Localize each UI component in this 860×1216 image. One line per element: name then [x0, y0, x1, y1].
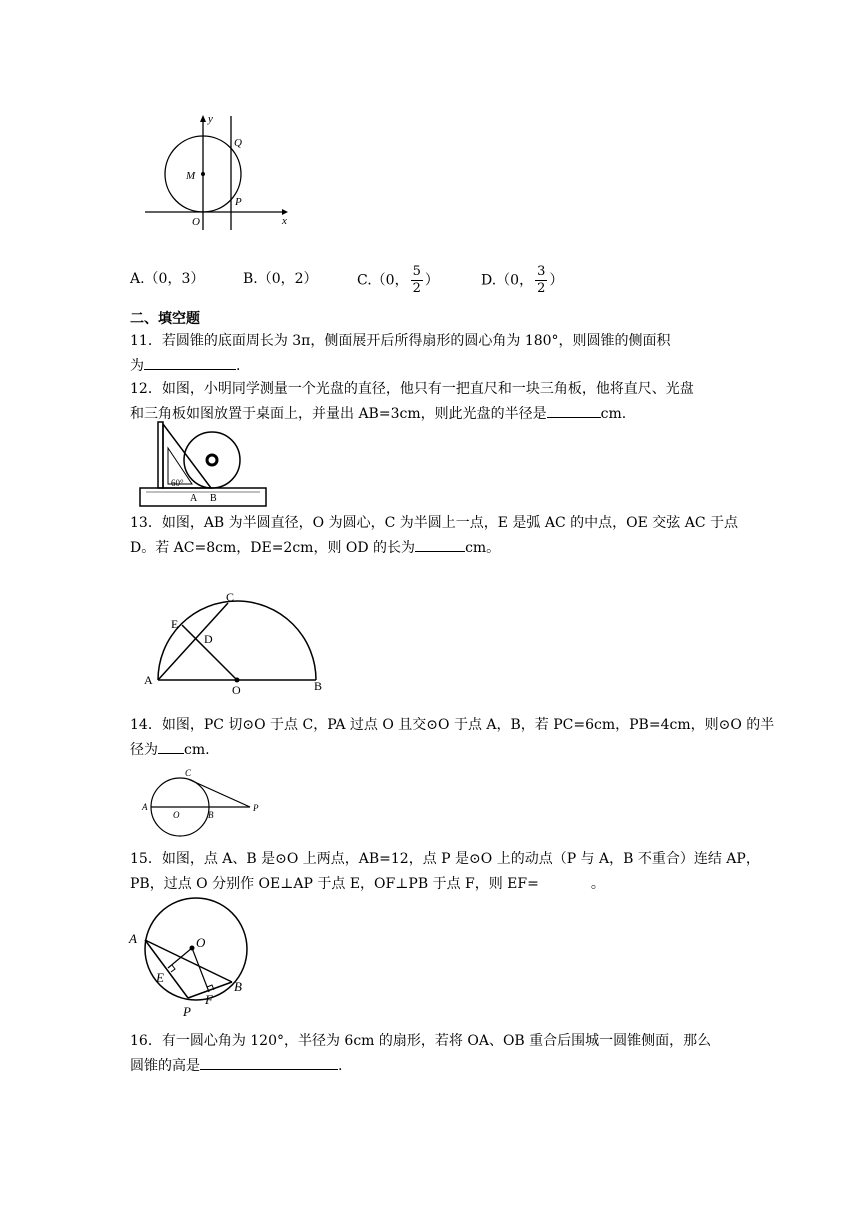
label-a: A [129, 931, 137, 946]
cd-ruler-figure [136, 418, 270, 510]
label-p: P [235, 196, 242, 208]
answer-blank[interactable] [158, 737, 184, 754]
fraction: $\frac{3}{2}$ [537, 264, 546, 296]
label-60: 60° [171, 478, 184, 488]
question-12-line1: 12．如图，小明同学测量一个光盘的直径，他只有一把直尺和一块三角板，他将直尺、光盘 [130, 381, 694, 397]
section-title: 二、填空题 [130, 311, 200, 327]
label-o: O [173, 810, 180, 820]
label-e: E [171, 617, 179, 631]
label-p: P [183, 1004, 191, 1019]
tangent-figure [138, 762, 268, 838]
label-f: F [205, 992, 213, 1007]
label-c: C [226, 590, 235, 604]
label-y: y [208, 113, 213, 125]
answer-blank[interactable] [547, 401, 601, 418]
label-p: P [253, 803, 259, 813]
answer-blank[interactable] [200, 1053, 338, 1070]
question-14-line2: 径为 cm. [130, 737, 210, 762]
fraction: $\frac{5}{2}$ [412, 264, 421, 296]
option-d: D.（0， $\frac{3}{2}$ ） [481, 264, 564, 296]
label-a: A [144, 673, 153, 687]
question-14-line1: 14．如图，PC 切⊙O 于点 C，PA 过点 O 且交⊙O 于点 A，B，若 PC=6cm，PB=4cm，则⊙O 的半 [130, 717, 775, 733]
option-c-prefix: C.（0， [357, 272, 409, 289]
label-d: D [204, 632, 213, 646]
label-c: C [185, 768, 192, 778]
label-m: M [186, 170, 196, 182]
label-b: B [314, 679, 323, 693]
label-o: O [192, 216, 200, 228]
question-11-line1: 11．若圆锥的底面周长为 3π，侧面展开后所得扇形的圆心角为 180°，则圆锥的侧面积 [130, 333, 671, 349]
label-a: A [190, 493, 198, 504]
option-b: B.（0，2） [243, 271, 318, 287]
label-a: A [142, 802, 148, 812]
question-11-line2: 为 . [130, 353, 240, 378]
answer-blank[interactable] [415, 535, 465, 552]
answer-blank[interactable] [144, 353, 236, 370]
question-15-line1: 15．如图，点 A、B 是⊙O 上两点，AB=12，点 P 是⊙O 上的动点（P 与 A，B 不重合）连结 AP， [130, 851, 760, 867]
label-b: B [210, 493, 217, 504]
question-16-line2: 圆锥的高是 . [130, 1053, 342, 1078]
label-e: E [156, 970, 164, 985]
question-13-line2: D。若 AC=8cm，DE=2cm，则 OD 的长为 cm。 [130, 535, 500, 560]
option-d-prefix: D.（0， [481, 272, 534, 289]
question-13-line1: 13．如图，AB 为半圆直径，O 为圆心，C 为半圆上一点，E 是弧 AC 的中点，OE 交弦 AC 于点 [130, 515, 739, 531]
label-b: B [208, 810, 214, 820]
label-x: x [282, 215, 287, 227]
question-15-line2: PB，过点 O 分别作 OE⊥AP 于点 E，OF⊥PB 于点 F，则 EF= 。 [130, 876, 605, 892]
label-b: B [234, 979, 242, 994]
option-c: C.（0， $\frac{5}{2}$ ） [357, 264, 439, 296]
label-o: O [196, 935, 206, 950]
label-o: O [232, 683, 241, 695]
chord-figure [126, 894, 266, 1020]
question-12-line2: 和三角板如图放置于桌面上，并量出 AB=3cm，则此光盘的半径是 cm. [130, 401, 626, 426]
label-q: Q [234, 137, 242, 149]
semicircle-figure [140, 580, 340, 695]
option-a: A.（0，3） [130, 271, 205, 287]
question-16-line1: 16．有一圆心角为 120°，半径为 6cm 的扇形，若将 OA、OB 重合后围城一圆锥侧面，那么 [130, 1033, 712, 1049]
circle-axes-figure [140, 112, 300, 232]
